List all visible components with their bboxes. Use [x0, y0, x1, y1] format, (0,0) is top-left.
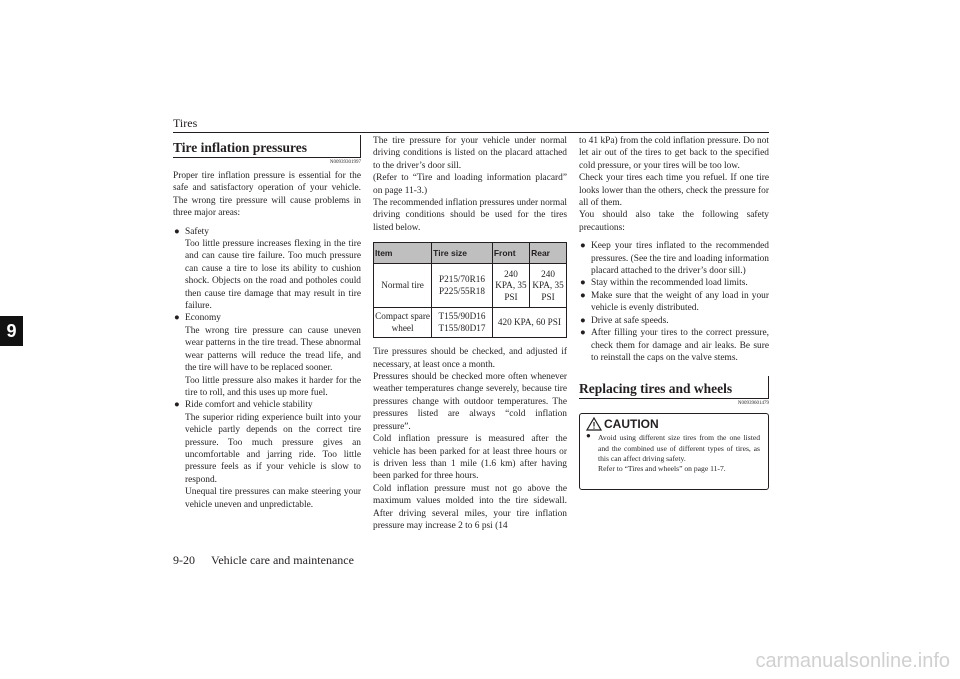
table-header: Rear	[530, 243, 567, 264]
precaution-bullet: ● Stay within the recommended load limits.	[580, 278, 748, 289]
pressure-table	[373, 242, 567, 338]
column-3	[579, 135, 769, 490]
caution-box	[579, 413, 769, 490]
footer-section: Vehicle care and maintenance	[211, 553, 354, 567]
table-header: Tire size	[432, 243, 493, 264]
cold-pressure-paragraph: Cold inflation pressure is measured after the vehicle has been parked for at least three hours or is driven less than 1 mile (1.6 km) after having been parked for three hours.	[373, 434, 567, 482]
bullet-icon: ●	[580, 278, 586, 289]
bullet-icon: ●	[580, 290, 586, 301]
economy-text: The wrong tire pressure can cause uneven wear patterns in the tire tread. These abnormal wear patterns will reduce the tread life, and the tire will have to be replaced sooner.	[185, 325, 361, 374]
bullet-icon: ●	[174, 400, 180, 411]
caution-header	[580, 414, 768, 431]
table-cell: T155/90D16 T155/80D17	[432, 308, 493, 338]
section-code: N00939301997	[329, 160, 361, 165]
page-number: 9-20	[173, 553, 195, 567]
bullet-economy: ● Economy	[174, 313, 221, 324]
recommended-paragraph: The recommended inflation pressures under normal driving conditions should be used for the tires listed below.	[373, 198, 567, 233]
running-header: Tires	[173, 116, 198, 130]
table-row	[374, 308, 567, 338]
bullet-icon: ●	[580, 315, 586, 326]
table-cell: Normal tire	[374, 264, 432, 308]
placard-reference: (Refer to “Tire and loading information placard” on page 11-3.)	[373, 173, 567, 196]
precautions-paragraph: You should also take the following safety precautions:	[579, 210, 769, 233]
precaution-bullet: ● Make sure that the weight of any load in your vehicle is evenly distributed.	[580, 290, 769, 314]
warning-triangle-icon	[586, 417, 602, 431]
table-header-row	[374, 243, 567, 264]
section-title: Tire inflation pressures	[173, 139, 308, 155]
watermark: carmanualsonline.info	[755, 650, 950, 672]
precaution-bullet: ● After filling your tires to the correct pressure, check them for damage and air leaks. Be sure to reinstall the caps on the valve stems.	[580, 328, 769, 363]
table-header: Item	[374, 243, 432, 264]
bullet-icon: ●	[586, 431, 591, 441]
bullet-ride-comfort: ● Ride comfort and vehicle stability	[174, 400, 313, 411]
column-2	[373, 135, 567, 532]
caution-label: CAUTION	[604, 417, 659, 432]
bullet-icon: ●	[580, 328, 586, 339]
bullet-icon: ●	[174, 313, 180, 324]
column-1	[173, 135, 361, 511]
section-title: Replacing tires and wheels	[579, 380, 733, 396]
section-code: N00939601479	[737, 401, 769, 407]
max-pressure-paragraph: Cold inflation pressure must not go above the maximum values molded into the tire sidewall. After driving several miles, your tire inflation pressure may increase 2 to 6 psi (14	[373, 483, 567, 531]
precaution-bullet: ● Keep your tires inflated to the recommended pressures. (See the tire and loading information placard attached to the driver’s door sill.)	[580, 241, 769, 277]
table-cell: 240 KPA, 35 PSI	[492, 264, 529, 308]
bullet-icon: ●	[580, 241, 586, 252]
chapter-tab: 9	[0, 316, 23, 346]
bullet-icon: ●	[174, 226, 180, 237]
check-monthly-paragraph: Tire pressures should be checked, and adjusted if necessary, at least once a month.	[373, 347, 567, 370]
section-heading-inflation	[173, 135, 361, 158]
table-cell: P215/70R16 P225/55R18	[432, 264, 493, 308]
placard-paragraph: The tire pressure for your vehicle under normal driving conditions is listed on the placard attached to the driver’s door sill.	[373, 136, 567, 171]
table-header: Front	[492, 243, 529, 264]
safety-text: Too little pressure increases flexing in the tire and can cause tire failure. Too much pressure can cause a tire to lose its ability to cushion shock. Objects on the road and potholes could then cause tire damage that may result in tire failure.	[185, 239, 361, 312]
economy-text-2: Too little pressure also makes it harder for the tire to roll, and this uses up more fuel.	[185, 375, 361, 398]
section-heading-replacing	[579, 376, 769, 399]
intro-paragraph: Proper tire inflation pressure is essential for the safe and satisfactory operation of your vehicle. The wrong tire pressure will cause problems in three major areas:	[173, 171, 361, 219]
bullet-safety: ● Safety	[174, 226, 209, 237]
continued-paragraph: to 41 kPa) from the cold inflation pressure. Do not let air out of the tires to get back to the specified cold pressure, or your tires will be too low.	[579, 136, 769, 171]
caution-text: ● Avoid using different size tires from the one listed and the combined use of different types of tires, as this can affect driving safety. Refer to “Tires and wheels” on page 11-7.	[586, 431, 760, 473]
precaution-bullet: ● Drive at safe speeds.	[580, 315, 669, 326]
header-rule	[173, 132, 769, 133]
caution-reference: Refer to “Tires and wheels” on page 11-7.	[598, 463, 726, 473]
refuel-paragraph: Check your tires each time you refuel. If one tire looks lower than the others, check the pressure for all of them.	[579, 173, 769, 209]
table-row	[374, 264, 567, 308]
table-cell: 420 KPA, 60 PSI	[492, 308, 566, 338]
table-cell: Compact spare wheel	[374, 308, 432, 338]
check-often-paragraph: Pressures should be checked more often whenever weather temperatures change severely, because tire pressures change with outdoor temperatures. The pressures listed are always “cold inflation pressure”.	[373, 372, 567, 432]
ride-text: The superior riding experience built into your vehicle partly depends on the correct tire pressure. Too much pressure gives an uncomfortable and jarring ride. Too little pressure feels as if your vehicle is slow to respond.	[185, 412, 361, 485]
table-cell: 240 KPA, 35 PSI	[530, 264, 567, 308]
ride-text-2: Unequal tire pressures can make steering your vehicle uneven and unpredictable.	[185, 487, 361, 510]
